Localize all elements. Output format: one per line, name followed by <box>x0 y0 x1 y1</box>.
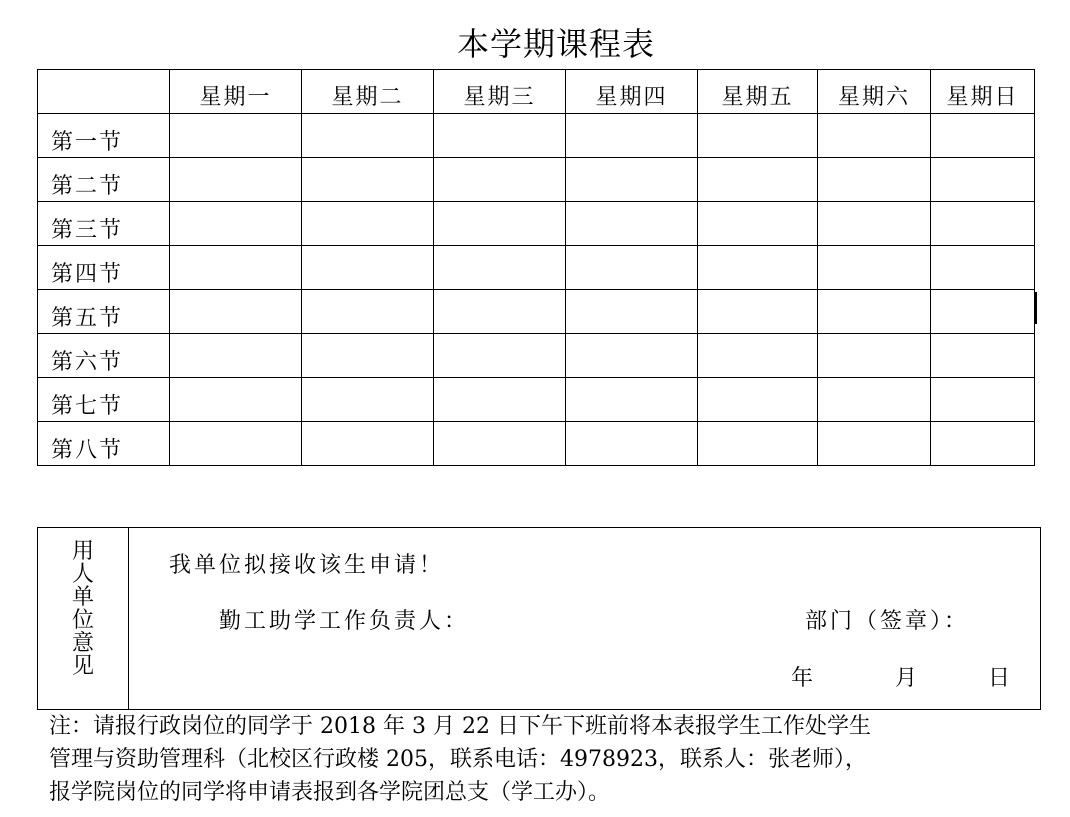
schedule-cell[interactable] <box>302 158 434 202</box>
side-label-char: 人 <box>71 562 94 587</box>
responsible-person-label: 勤工助学工作负责人： <box>219 609 470 634</box>
schedule-cell[interactable] <box>566 290 698 334</box>
schedule-cell[interactable] <box>698 202 818 246</box>
day-header: 星期日 <box>931 70 1035 114</box>
footnote-line: 报学院岗位的同学将申请表报到各学院团总支（学工办）。 <box>49 780 611 805</box>
schedule-cell[interactable] <box>931 158 1035 202</box>
schedule-cell[interactable] <box>170 290 302 334</box>
schedule-cell[interactable] <box>434 334 566 378</box>
schedule-cell[interactable] <box>931 202 1035 246</box>
page-title: 本学期课程表 <box>456 25 655 63</box>
schedule-cell[interactable] <box>698 334 818 378</box>
date-month-label: 月 <box>895 666 918 691</box>
schedule-cell[interactable] <box>170 378 302 422</box>
table-row <box>38 334 1035 378</box>
schedule-cell[interactable] <box>170 202 302 246</box>
schedule-cell[interactable] <box>566 114 698 158</box>
schedule-cell[interactable] <box>698 378 818 422</box>
schedule-cell[interactable] <box>434 246 566 290</box>
text-cursor <box>1035 292 1037 324</box>
schedule-cell[interactable] <box>931 114 1035 158</box>
table-row <box>38 290 1035 334</box>
footnote <box>49 710 1039 809</box>
schedule-cell[interactable] <box>566 334 698 378</box>
period-label: 第七节 <box>38 378 170 422</box>
day-header: 星期二 <box>302 70 434 114</box>
period-label: 第二节 <box>38 158 170 202</box>
schedule-cell[interactable] <box>170 334 302 378</box>
schedule-cell[interactable] <box>818 202 931 246</box>
schedule-cell[interactable] <box>566 158 698 202</box>
table-row <box>38 158 1035 202</box>
corner-cell <box>38 70 170 114</box>
day-header: 星期一 <box>170 70 302 114</box>
day-header: 星期四 <box>566 70 698 114</box>
schedule-cell[interactable] <box>566 378 698 422</box>
schedule-cell[interactable] <box>170 246 302 290</box>
schedule-cell[interactable] <box>818 378 931 422</box>
footnote-line: 注：请报行政岗位的同学于 2018 年 3 月 22 日下午下班前将本表报学生工作处学生 <box>49 714 871 739</box>
day-header: 星期五 <box>698 70 818 114</box>
table-row <box>38 378 1035 422</box>
schedule-cell[interactable] <box>170 114 302 158</box>
schedule-cell[interactable] <box>302 378 434 422</box>
schedule-cell[interactable] <box>566 246 698 290</box>
schedule-cell[interactable] <box>302 334 434 378</box>
schedule-cell[interactable] <box>566 202 698 246</box>
date-year-label: 年 <box>791 666 814 691</box>
schedule-cell[interactable] <box>818 290 931 334</box>
schedule-cell[interactable] <box>931 334 1035 378</box>
schedule-cell[interactable] <box>434 202 566 246</box>
schedule-cell[interactable] <box>698 246 818 290</box>
accept-statement: 我单位拟接收该生申请！ <box>169 553 445 578</box>
period-label: 第一节 <box>38 114 170 158</box>
day-header: 星期六 <box>818 70 931 114</box>
schedule-cell[interactable] <box>698 158 818 202</box>
schedule-cell[interactable] <box>302 422 434 466</box>
schedule-cell[interactable] <box>170 158 302 202</box>
period-label: 第八节 <box>38 422 170 466</box>
department-seal-label: 部门（签章）： <box>805 609 970 634</box>
schedule-cell[interactable] <box>302 246 434 290</box>
side-label-char: 用 <box>71 539 94 564</box>
schedule-cell[interactable] <box>818 114 931 158</box>
day-header: 星期三 <box>434 70 566 114</box>
schedule-cell[interactable] <box>698 114 818 158</box>
period-label: 第六节 <box>38 334 170 378</box>
schedule-cell[interactable] <box>302 114 434 158</box>
schedule-cell[interactable] <box>566 422 698 466</box>
schedule-cell[interactable] <box>434 114 566 158</box>
schedule-cell[interactable] <box>818 422 931 466</box>
table-row <box>38 114 1035 158</box>
schedule-cell[interactable] <box>302 202 434 246</box>
schedule-cell[interactable] <box>698 290 818 334</box>
schedule-table <box>37 69 1035 466</box>
header-row <box>38 70 1035 114</box>
schedule-cell[interactable] <box>434 422 566 466</box>
schedule-cell[interactable] <box>698 422 818 466</box>
period-label: 第三节 <box>38 202 170 246</box>
side-label-char: 单 <box>71 585 94 610</box>
schedule-cell[interactable] <box>434 290 566 334</box>
schedule-cell[interactable] <box>931 422 1035 466</box>
schedule-cell[interactable] <box>302 290 434 334</box>
schedule-cell[interactable] <box>818 246 931 290</box>
side-label-char: 意 <box>71 631 94 656</box>
opinion-side-column <box>38 528 129 709</box>
schedule-cell[interactable] <box>170 422 302 466</box>
table-row <box>38 202 1035 246</box>
table-row <box>38 422 1035 466</box>
schedule-cell[interactable] <box>931 290 1035 334</box>
date-day-label: 日 <box>988 666 1011 691</box>
footnote-line: 管理与资助管理科（北校区行政楼 205，联系电话：4978923，联系人：张老师）， <box>49 747 867 772</box>
schedule-cell[interactable] <box>931 246 1035 290</box>
schedule-cell[interactable] <box>931 378 1035 422</box>
table-row <box>38 246 1035 290</box>
side-label-char: 见 <box>71 654 94 679</box>
period-label: 第五节 <box>38 290 170 334</box>
schedule-cell[interactable] <box>818 158 931 202</box>
side-label-char: 位 <box>71 608 94 633</box>
period-label: 第四节 <box>38 246 170 290</box>
schedule-cell[interactable] <box>818 334 931 378</box>
schedule-cell[interactable] <box>434 378 566 422</box>
schedule-cell[interactable] <box>434 158 566 202</box>
opinion-side-label <box>68 540 98 700</box>
